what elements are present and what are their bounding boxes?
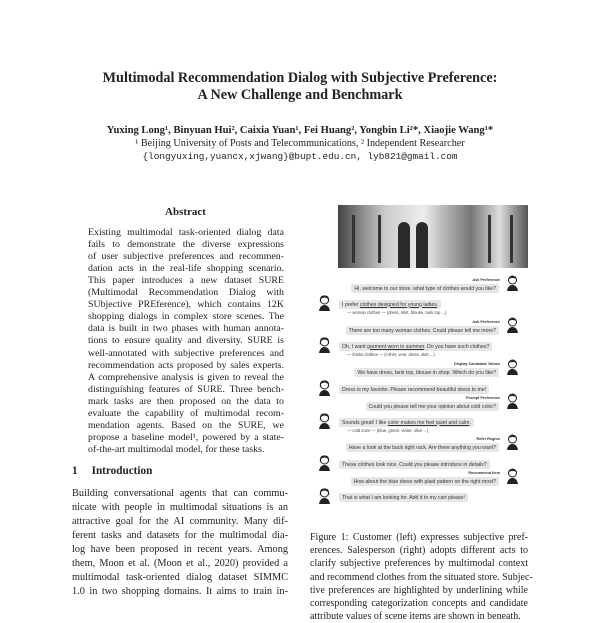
abstract-line: distinguishing features of SURE. Three bench- (88, 383, 284, 395)
message-text: . (469, 419, 471, 426)
salesperson-message: Have a look at the back right rack. Are there anything you want? (346, 443, 499, 452)
salesperson-avatar (506, 274, 519, 291)
abstract-line: well-annotated with subjective preferences and (88, 347, 284, 359)
salesperson-message: How about the blue dress with plaid pattern on the right most? (351, 477, 499, 486)
abstract-line: of-the-art multimodal model, for these tasks. (88, 443, 265, 455)
message-text: That is what I am looking for. Add it to my cart please! (342, 494, 465, 501)
customer-avatar (318, 336, 331, 353)
customer-message (339, 418, 474, 427)
message-text: Sounds great! I like (342, 419, 388, 426)
section-title: Introduction (91, 465, 153, 477)
introduction-heading (72, 465, 152, 478)
salesperson-message: There are too many woman clothes. Could please tell me more? (346, 326, 499, 335)
affiliations: ¹ Beijing University of Posts and Telecommunications, ² Independent Researcher (135, 138, 465, 149)
introduction-line: nicate with people in multimodal situations is an (72, 502, 288, 513)
abstract-line: This paper introduces a new dataset SURE (88, 275, 284, 287)
author-list: Yuxing Long¹, Binyuan Hui², Caixia Yuan¹, Fei Huang², Yongbin Li²*, Xiaojie Wang¹* (106, 125, 494, 136)
message-text: Dress is my favorite. Please recommend beautiful dress to me! (342, 386, 487, 393)
caption-line: erences. Salesperson (right) adopts different acts to (310, 545, 528, 557)
abstract-line: of user subjective preferences and recommen- (88, 251, 284, 263)
salesperson-avatar (506, 433, 519, 450)
salesperson-avatar (506, 316, 519, 333)
dialog-act-label: Refer Region (476, 436, 500, 441)
caption-line: and recommend clothes from the situated store. Subjec- (310, 571, 533, 583)
abstract-line: mark tasks are then proposed on the data to (88, 395, 284, 407)
caption-line: Figure 1: Customer (left) expresses subjective pref- (310, 532, 528, 543)
store-scene-photo (338, 205, 528, 268)
salesperson-message: Hi, welcome to our store. what type of clothes would you like? (351, 284, 499, 293)
message-text: These clothes look nice. Could you please introduce in details? (342, 461, 487, 468)
salesperson-avatar (506, 358, 519, 375)
abstract-heading: Abstract (165, 206, 206, 218)
customer-avatar (318, 454, 331, 471)
subjective-preference: clothes designed for young ladies (359, 301, 437, 308)
subjective-preference: garment worn in summer (367, 343, 425, 350)
introduction-line: attractive goal for the AI community. Many dif- (72, 516, 288, 527)
abstract-line: tions to ensure quality and diversity. SURE is (88, 335, 284, 347)
introduction-line: Building conversational agents that can commu- (72, 488, 288, 499)
abstract-line: propose a baseline model¹, powered by a state- (88, 431, 284, 443)
salesperson-avatar (506, 467, 519, 484)
customer-message (339, 300, 441, 309)
dialog-act-label: Ask Preference (472, 319, 500, 324)
paper-title-line-1: Multimodal Recommendation Dialog with Subjective Preference: (102, 70, 498, 86)
concept-note: — cold color — (blue, green, violet, olive ...) (347, 428, 429, 433)
message-text: Oh, I want (342, 343, 368, 350)
abstract-line: recommendation acts proposed by sales experts. (88, 359, 284, 371)
customer-message (339, 460, 490, 469)
paper-title-line-2: A New Challenge and Benchmark (197, 87, 403, 103)
dialog-act-label: Recommend Item (468, 470, 500, 475)
introduction-line: log have been proposed in recent years. Among (72, 544, 288, 555)
message-text: . (436, 301, 439, 308)
dialog-act-label: Ask Preference (472, 277, 500, 282)
customer-avatar (318, 412, 331, 429)
salesperson-avatar (506, 392, 519, 409)
caption-line: corresponding categorization concepts and candidate (310, 598, 528, 609)
section-number: 1 (72, 465, 78, 477)
introduction-line: 1.0 in two shopping domains. It aims to train in- (72, 586, 288, 597)
customer-message (339, 342, 492, 351)
abstract-line: shopping dialogs in complex store scenes. The (88, 311, 284, 323)
author-emails: {longyuxing,yuancx,xjwang}@bupt.edu.cn, lyb821@gmail.com (142, 151, 458, 162)
abstract-line: dation acts in the real-life shopping scenario. (88, 263, 284, 275)
abstract-line: mendation agents. Based on the SURE, we (88, 419, 284, 431)
concept-note: — woman clothes — (dress, skirt, blouse, tank top ...) (347, 310, 447, 315)
customer-avatar (318, 487, 331, 504)
message-text: . Do you have such clothes? (424, 343, 490, 350)
dialog-act-label: Prompt Preference (466, 395, 500, 400)
customer-avatar (318, 379, 331, 396)
customer-message (339, 493, 468, 502)
abstract-line: A comprehensive analysis is given to reveal the (88, 371, 284, 383)
caption-line: attribute values of scene items are shown in beneath. (310, 611, 521, 623)
introduction-line: multimodal task-oriented dialog dataset SIMMC (72, 572, 288, 583)
customer-message (339, 385, 489, 394)
subjective-preference: color makes me feel quiet and calm (387, 419, 470, 426)
abstract-line: (Multimodal Recommendation Dialog with (88, 287, 284, 299)
abstract-line: Existing multimodal task-oriented dialog data (88, 227, 284, 238)
introduction-line: ferent tasks and datasets for the multimodal dia- (72, 530, 288, 541)
dialog-act-label: Display Candidate Values (453, 361, 500, 366)
salesperson-message: Could you please tell me your opinion about cold color? (366, 402, 499, 411)
concept-note: — thinks clothes — (t-shirt, vest, dress, skirt ...) (347, 352, 435, 357)
abstract-line: SUbjective PREference), which contains 12K (88, 299, 284, 311)
salesperson-message: We have dress, tank top, blouse in shop. Which do you like? (354, 368, 499, 377)
abstract-line: fails to demonstrate the diverse expressions (88, 239, 284, 251)
caption-line: clarify subjective preferences by multimodal context (310, 558, 528, 570)
abstract-line: evaluate the capability of multimodal recom- (88, 407, 284, 419)
introduction-line: them, Moon et al. (Moon et al., 2020) provided a (72, 558, 288, 569)
message-text: I prefer (342, 301, 360, 308)
abstract-line: data is built in two phases with human annota- (88, 323, 284, 335)
caption-line: tive preferences are highlighted by underlining while (310, 584, 528, 596)
customer-avatar (318, 294, 331, 311)
